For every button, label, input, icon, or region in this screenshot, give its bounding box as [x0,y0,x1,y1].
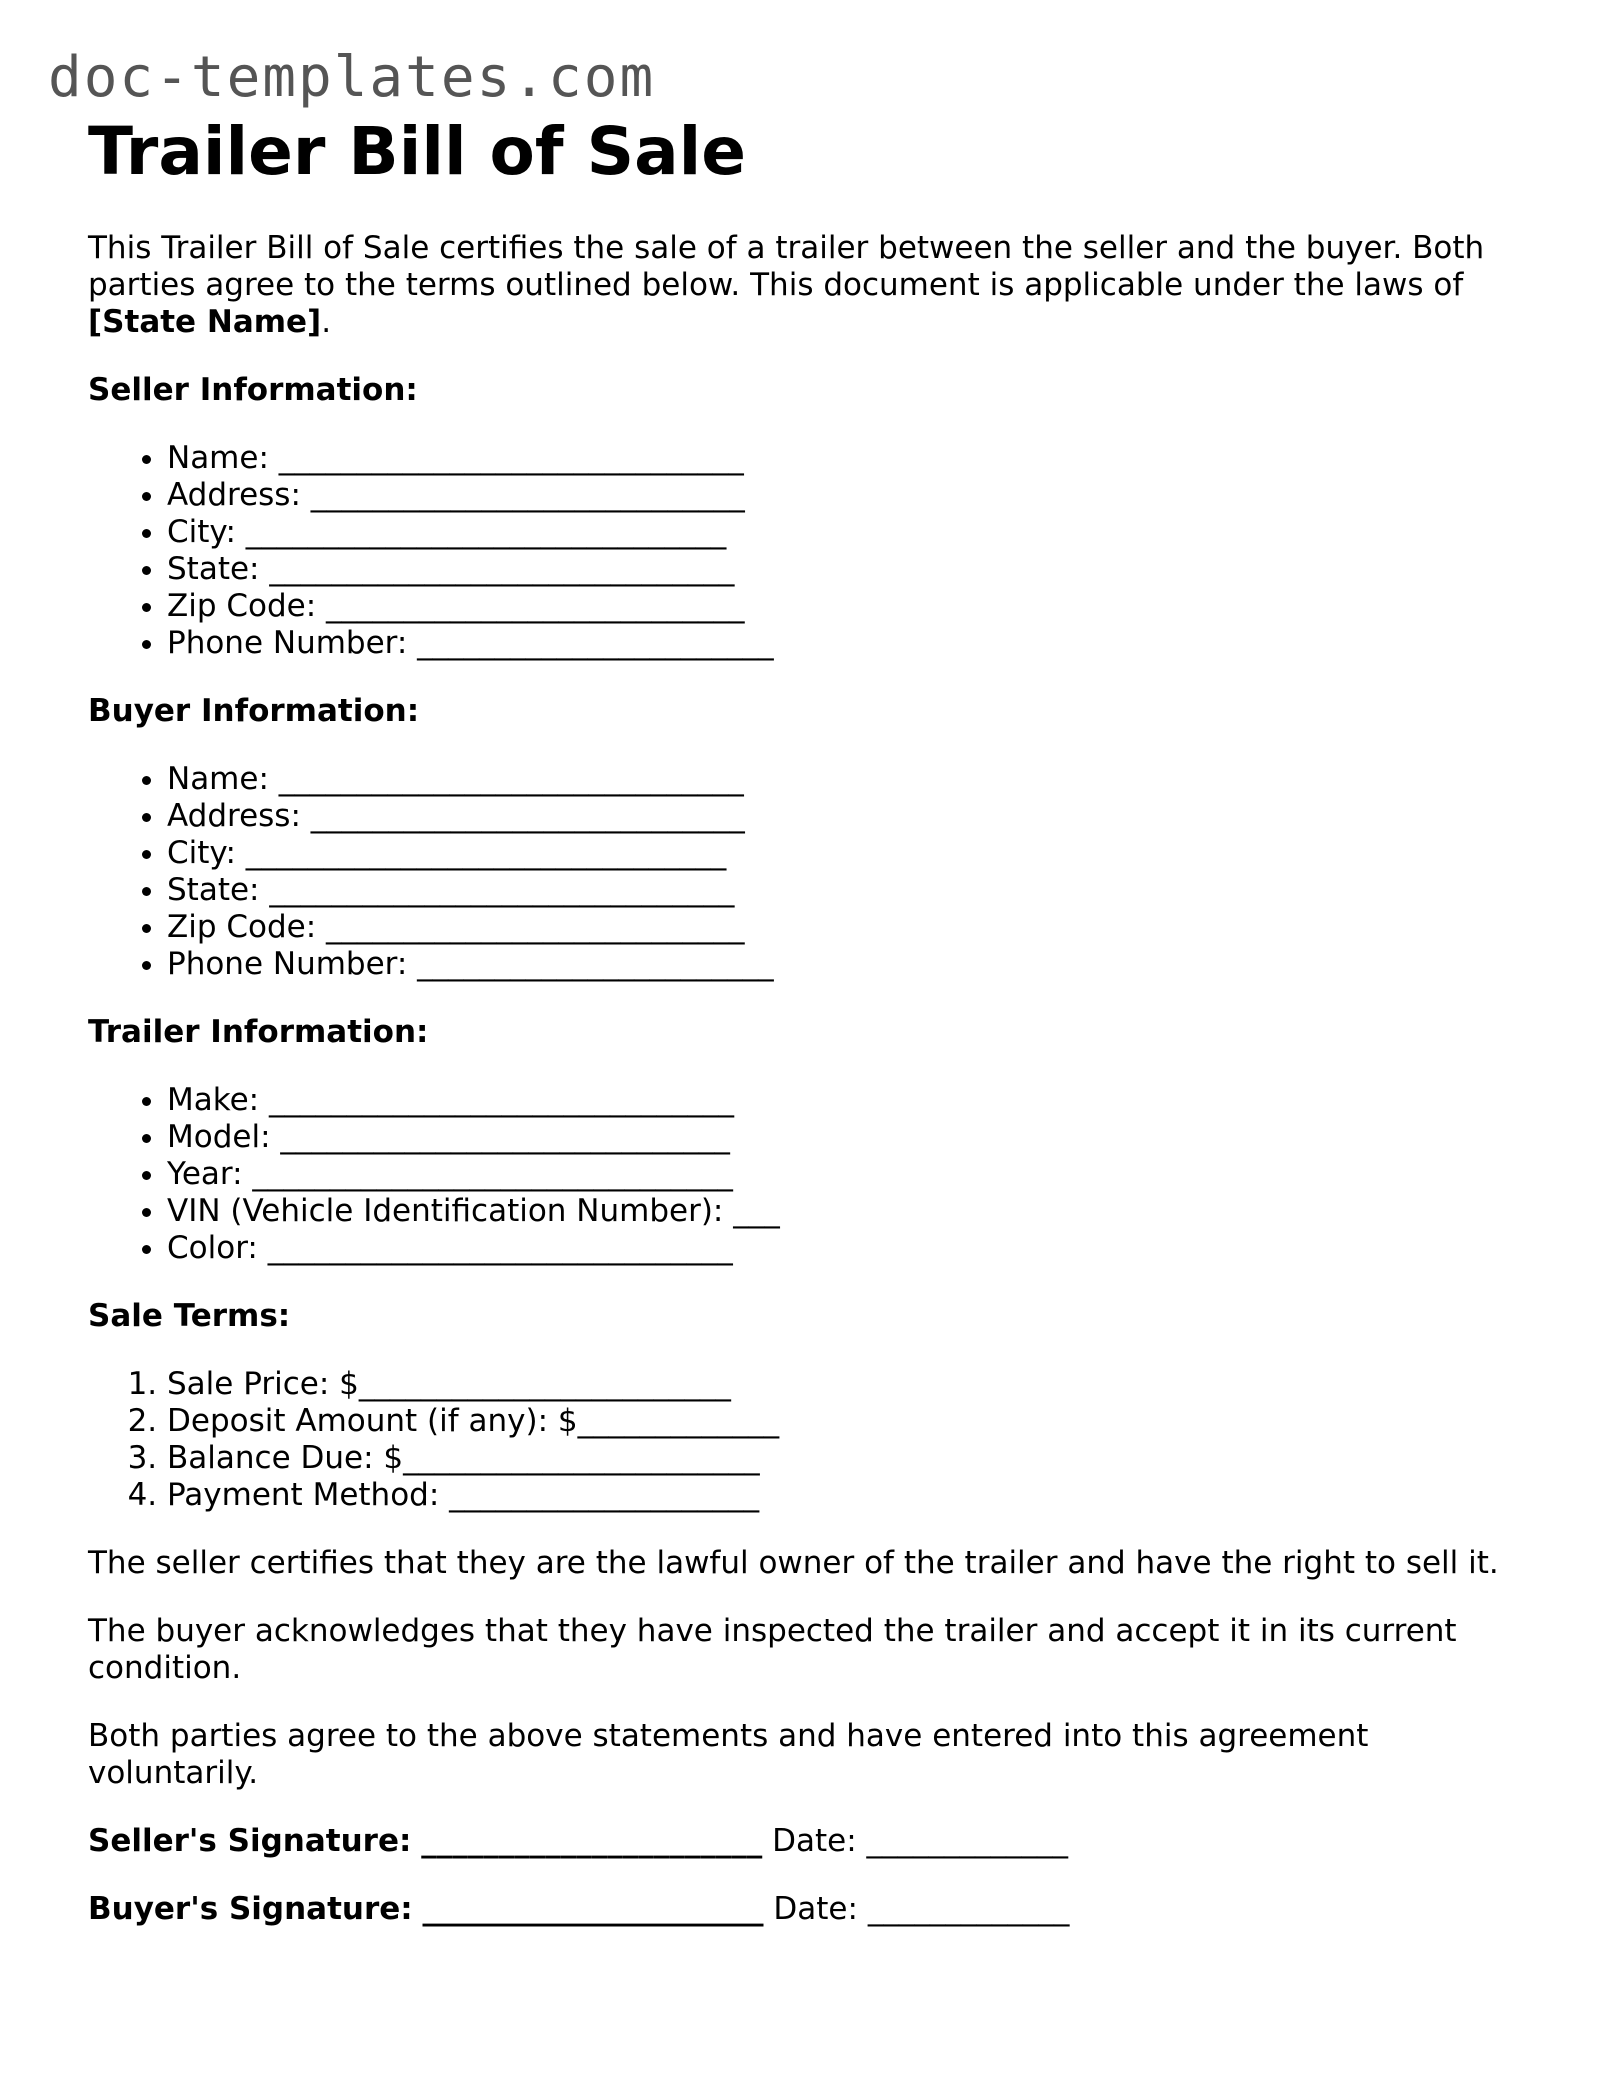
buyer-state-field[interactable]: • State: ______________________________ [167,872,1528,909]
intro-end: . [321,304,332,340]
intro-paragraph [88,230,1528,341]
seller-info-list [88,440,1528,662]
buyer-city-field[interactable]: • City: _______________________________ [167,835,1528,872]
buyer-signature-row [88,1891,1528,1928]
document-body [88,112,1528,1959]
balance-due-field[interactable]: 3. Balance Due: $_______________________ [167,1440,1528,1477]
agreement-statement: Both parties agree to the above statements and have entered into this agreement voluntarily. [88,1718,1369,1791]
deposit-amount-field[interactable]: 2. Deposit Amount (if any): $_____________ [167,1403,1528,1440]
seller-certification-statement: The seller certifies that they are the lawful owner of the trailer and have the right to sell it. [88,1545,1499,1581]
seller-section-heading: Seller Information: [88,372,418,408]
trailer-info-list [88,1082,1528,1267]
sale-price-field[interactable]: 1. Sale Price: $________________________ [167,1366,1528,1403]
seller-name-field[interactable]: • Name: ______________________________ [167,440,1528,477]
buyer-info-list [88,761,1528,983]
seller-signature-row [88,1823,1528,1860]
buyer-date-line[interactable]: _____________ [867,1891,1070,1927]
seller-date-line[interactable]: _____________ [866,1823,1069,1859]
payment-method-field[interactable]: 4. Payment Method: ____________________ [167,1477,1528,1514]
document-title: Trailer Bill of Sale [88,113,747,190]
trailer-make-field[interactable]: • Make: ______________________________ [167,1082,1528,1119]
trailer-color-field[interactable]: • Color: ______________________________ [167,1230,1528,1267]
trailer-year-field[interactable]: • Year: _______________________________ [167,1156,1528,1193]
watermark-logo: doc-templates.com [48,45,656,110]
buyer-acknowledgement-statement: The buyer acknowledges that they have inspected the trailer and accept it in its current condition. [88,1613,1457,1686]
seller-zip-field[interactable]: • Zip Code: ___________________________ [167,588,1528,625]
buyer-date-label: Date: [773,1891,858,1927]
seller-city-field[interactable]: • City: _______________________________ [167,514,1528,551]
seller-state-field[interactable]: • State: ______________________________ [167,551,1528,588]
intro-text: This Trailer Bill of Sale certifies the sale of a trailer between the seller and the buyer. Both parties agree to the terms outlined below. This document is applicable under the laws of [88,230,1485,303]
sale-terms-heading: Sale Terms: [88,1298,291,1334]
buyer-name-field[interactable]: • Name: ______________________________ [167,761,1528,798]
buyer-zip-field[interactable]: • Zip Code: ___________________________ [167,909,1528,946]
seller-signature-line[interactable]: ______________________ [421,1823,763,1859]
trailer-model-field[interactable]: • Model: _____________________________ [167,1119,1528,1156]
trailer-section-heading: Trailer Information: [88,1014,429,1050]
buyer-signature-line[interactable]: ______________________ [422,1891,764,1927]
seller-date-label: Date: [772,1823,857,1859]
buyer-phone-field[interactable]: • Phone Number: _______________________ [167,946,1528,983]
buyer-section-heading: Buyer Information: [88,693,420,729]
seller-address-field[interactable]: • Address: ____________________________ [167,477,1528,514]
sale-terms-list [88,1366,1528,1514]
buyer-signature-label: Buyer's Signature: [88,1891,413,1927]
state-name-placeholder: [State Name] [88,304,322,340]
seller-phone-field[interactable]: • Phone Number: _______________________ [167,625,1528,662]
trailer-vin-field[interactable]: • VIN (Vehicle Identification Number): ___ [167,1193,1528,1230]
seller-signature-label: Seller's Signature: [88,1823,412,1859]
buyer-address-field[interactable]: • Address: ____________________________ [167,798,1528,835]
